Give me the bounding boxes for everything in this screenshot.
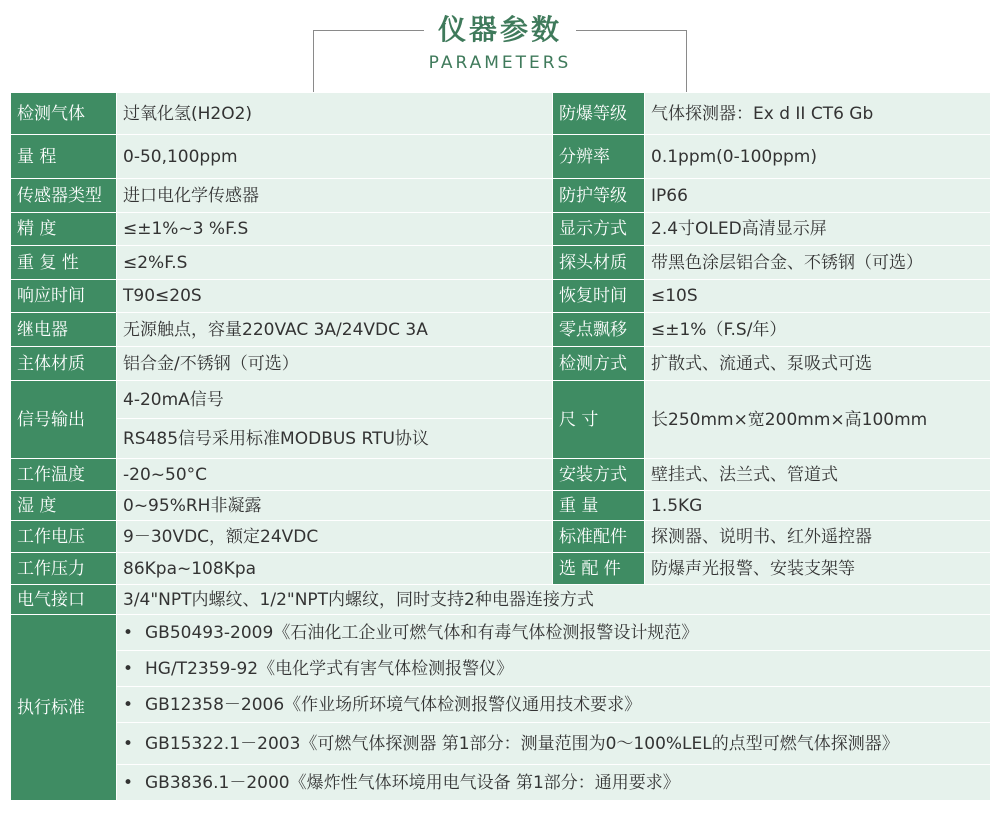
bullet-icon: • xyxy=(123,772,134,793)
table-row xyxy=(11,459,991,491)
param-label: 精 度 xyxy=(11,213,117,246)
bullet-icon: • xyxy=(123,733,134,754)
param-value: 长250mm×宽200mm×高100mm xyxy=(645,381,991,459)
param-label: 响应时间 xyxy=(11,280,117,313)
section-title: 仪器参数 xyxy=(424,10,576,50)
param-label: 尺 寸 xyxy=(553,381,645,459)
param-label: 分辨率 xyxy=(553,135,645,179)
param-value: 0-50,100ppm xyxy=(117,135,553,179)
param-value: 4-20mA信号 xyxy=(117,381,553,419)
standard-text: HG/T2359-92《电化学式有害气体检测报警仪》 xyxy=(145,658,514,679)
param-value: -20~50°C xyxy=(117,459,553,491)
param-label: 零点飘移 xyxy=(553,313,645,347)
param-label: 工作电压 xyxy=(11,521,117,553)
table-row xyxy=(11,687,991,723)
table-row xyxy=(11,615,991,651)
param-label: 检测气体 xyxy=(11,93,117,135)
table-row xyxy=(11,765,991,801)
standard-text: GB50493-2009《石油化工企业可燃气体和有毒气体检测报警设计规范》 xyxy=(145,622,699,643)
param-label: 重 复 性 xyxy=(11,246,117,280)
param-value: T90≤20S xyxy=(117,280,553,313)
param-value: 无源触点，容量220VAC 3A/24VDC 3A xyxy=(117,313,553,347)
param-label: 传感器类型 xyxy=(11,179,117,213)
table-row xyxy=(11,381,991,419)
standard-text: GB15322.1－2003《可燃气体探测器 第1部分：测量范围为0～100%LEL的点型可燃气体探测器》 xyxy=(145,733,899,754)
param-label: 信号输出 xyxy=(11,381,117,459)
table-row xyxy=(11,651,991,687)
param-label: 探头材质 xyxy=(553,246,645,280)
param-label: 恢复时间 xyxy=(553,280,645,313)
param-value: ≤2%F.S xyxy=(117,246,553,280)
table-row xyxy=(11,246,991,280)
param-value: 进口电化学传感器 xyxy=(117,179,553,213)
param-value: ≤10S xyxy=(645,280,991,313)
table-row xyxy=(11,553,991,585)
table-row xyxy=(11,585,991,615)
param-value: 2.4寸OLED高清显示屏 xyxy=(645,213,991,246)
param-label: 显示方式 xyxy=(553,213,645,246)
standard-item xyxy=(117,765,991,801)
param-label: 量 程 xyxy=(11,135,117,179)
standard-item xyxy=(117,687,991,723)
param-value: 气体探测器：Ex d II CT6 Gb xyxy=(645,93,991,135)
param-value: 探测器、说明书、红外遥控器 xyxy=(645,521,991,553)
standard-text: GB3836.1－2000《爆炸性气体环境用电气设备 第1部分：通用要求》 xyxy=(145,772,680,793)
table-row xyxy=(11,313,991,347)
param-label: 安装方式 xyxy=(553,459,645,491)
param-label: 选 配 件 xyxy=(553,553,645,585)
section-subtitle: PARAMETERS xyxy=(428,53,572,73)
table-row xyxy=(11,135,991,179)
bullet-icon: • xyxy=(123,694,134,715)
standard-item xyxy=(117,723,991,765)
bullet-icon: • xyxy=(123,622,134,643)
standard-item xyxy=(117,651,991,687)
param-label: 标准配件 xyxy=(553,521,645,553)
param-value: IP66 xyxy=(645,179,991,213)
parameters-table xyxy=(10,92,991,801)
param-value: 扩散式、流通式、泵吸式可选 xyxy=(645,347,991,381)
param-label: 防护等级 xyxy=(553,179,645,213)
param-value: 0.1ppm(0-100ppm) xyxy=(645,135,991,179)
param-value: 3/4"NPT内螺纹、1/2"NPT内螺纹，同时支持2种电器连接方式 xyxy=(117,585,991,615)
param-label: 重 量 xyxy=(553,491,645,521)
param-label: 防爆等级 xyxy=(553,93,645,135)
param-label: 继电器 xyxy=(11,313,117,347)
param-value: 防爆声光报警、安装支架等 xyxy=(645,553,991,585)
param-value: ≤±1%（F.S/年） xyxy=(645,313,991,347)
table-row xyxy=(11,521,991,553)
table-row xyxy=(11,179,991,213)
param-label: 工作压力 xyxy=(11,553,117,585)
param-value: 9－30VDC，额定24VDC xyxy=(117,521,553,553)
section-header xyxy=(0,0,1000,92)
param-label: 检测方式 xyxy=(553,347,645,381)
param-value: 铝合金/不锈钢（可选） xyxy=(117,347,553,381)
param-value: 壁挂式、法兰式、管道式 xyxy=(645,459,991,491)
table-row xyxy=(11,491,991,521)
table-row xyxy=(11,93,991,135)
standard-item xyxy=(117,615,991,651)
param-label: 工作温度 xyxy=(11,459,117,491)
param-label: 执行标准 xyxy=(11,615,117,801)
param-value: 1.5KG xyxy=(645,491,991,521)
table-row xyxy=(11,213,991,246)
param-value: RS485信号采用标准MODBUS RTU协议 xyxy=(117,419,553,459)
param-value: ≤±1%~3 %F.S xyxy=(117,213,553,246)
standard-text: GB12358－2006《作业场所环境气体检测报警仪通用技术要求》 xyxy=(145,694,642,715)
param-label: 电气接口 xyxy=(11,585,117,615)
table-row xyxy=(11,280,991,313)
param-value: 过氧化氢(H2O2) xyxy=(117,93,553,135)
param-label: 主体材质 xyxy=(11,347,117,381)
param-value: 0~95%RH非凝露 xyxy=(117,491,553,521)
table-row xyxy=(11,347,991,381)
bullet-icon: • xyxy=(123,658,134,679)
param-value: 86Kpa~108Kpa xyxy=(117,553,553,585)
param-value: 带黑色涂层铝合金、不锈钢（可选） xyxy=(645,246,991,280)
table-row xyxy=(11,723,991,765)
param-label: 湿 度 xyxy=(11,491,117,521)
